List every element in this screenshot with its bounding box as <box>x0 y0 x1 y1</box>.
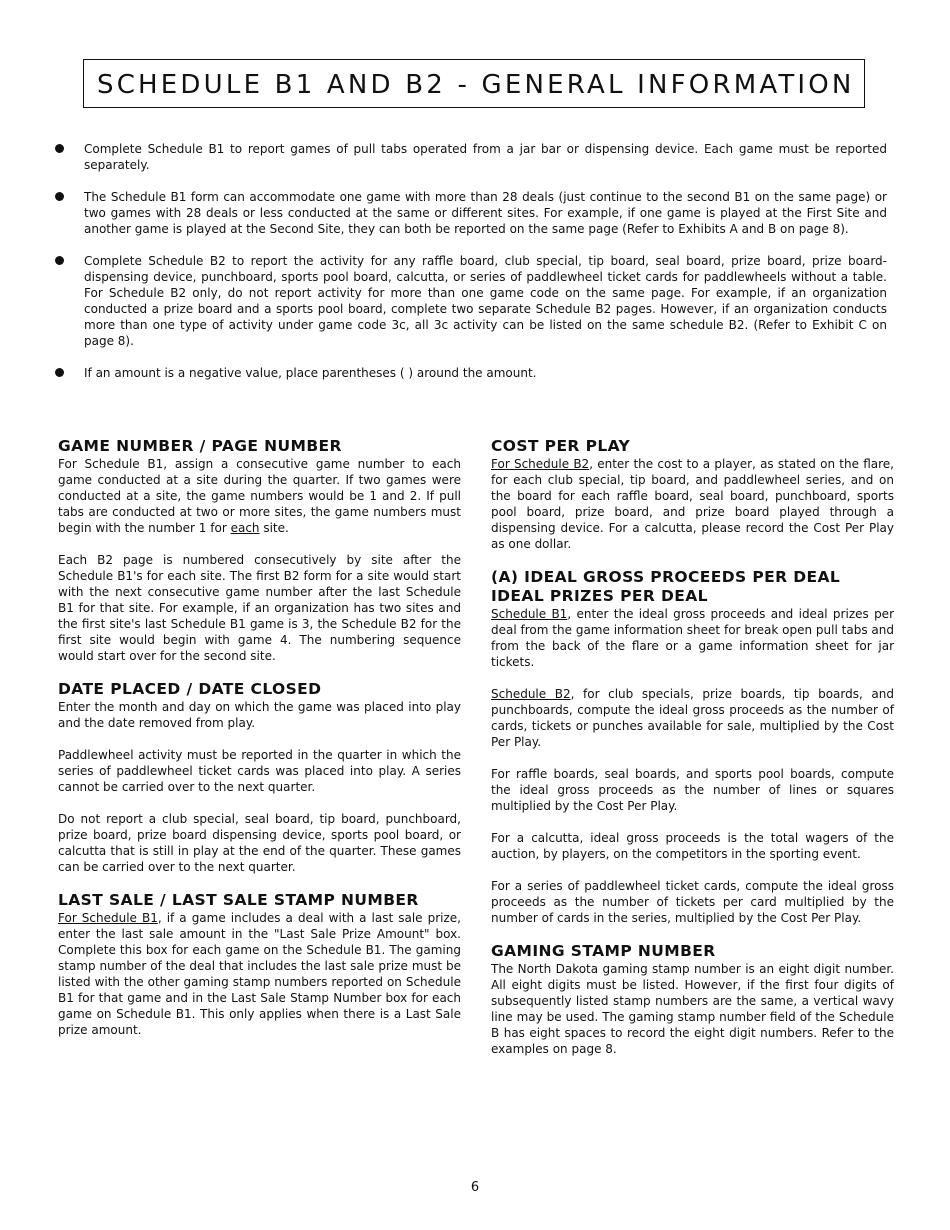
section-ideal-gross <box>491 568 894 926</box>
paragraph: For a series of paddlewheel ticket cards, compute the ideal gross proceeds as the number of tickets per card multiplied by the number of cards in the series, multiplied by the Cost Per Play. <box>491 879 894 925</box>
bullet-dot-icon <box>55 256 64 265</box>
right-column <box>491 437 894 1073</box>
section-last-sale <box>58 891 461 1038</box>
paragraph: Paddlewheel activity must be reported in the quarter in which the series of paddlewheel ticket cards was placed into play. A series cannot be carried over to the next quarter. <box>58 748 461 794</box>
bullet-text: The Schedule B1 form can accommodate one game with more than 28 deals (just continue to the second B1 on the same page) or two games with 28 deals or less conducted at the same or different sites. For example, if one game is played at the First Site and another game is played at the Second Site, they can both be reported on the same page (Refer to Exhibits A and B on page 8). <box>84 190 887 236</box>
section-heading: (A) IDEAL GROSS PROCEEDS PER DEAL <box>491 568 841 586</box>
paragraph: Do not report a club special, seal board, tip board, punchboard, prize board, prize board dispensing device, sports pool board, or calcutta that is still in play at the end of the quarter. These games can be carried over to the next quarter. <box>58 812 461 874</box>
bullet-list <box>55 141 887 397</box>
paragraph: The North Dakota gaming stamp number is an eight digit number. All eight digits must be listed. However, if the first four digits of subsequently listed stamp numbers are the same, a vertical wavy line may be used. The gaming stamp number field of the Schedule B has eight spaces to record the eight digit numbers. Refer to the examples on page 8. <box>491 962 894 1056</box>
paragraph: For Schedule B2, enter the cost to a player, as stated on the flare, for each club special, tip board, and paddlewheel series, and on the board for each raffle board, seal board, punchboard, sports pool board, prize board, and prize board played through a dispensing device. For a calcutta, please record the Cost Per Play as one dollar. <box>491 457 894 551</box>
bullet-item <box>55 253 887 349</box>
section-heading: COST PER PLAY <box>491 437 631 455</box>
paragraph: Each B2 page is numbered consecutively by site after the Schedule B1's for each site. The first B2 form for a site would start with the next consecutive game number after the last Schedule B1 for that site. For example, if an organization has two sites and the first site's last Schedule B1 game is 3, the Schedule B2 for the first site would begin with game 4. The numbering sequence would start over for the second site. <box>58 553 461 663</box>
paragraph: For Schedule B1, assign a consecutive game number to each game conducted at a site during the quarter. If two games were conducted at a site, the game numbers would be 1 and 2. If pull tabs are conducted at two or more sites, the game numbers must begin with the number 1 for each site. <box>58 457 461 535</box>
bullet-item <box>55 141 887 173</box>
paragraph: Schedule B1, enter the ideal gross proceeds and ideal prizes per deal from the game information sheet for break open pull tabs and from the back of the flare or a game information sheet for jar tickets. <box>491 607 894 669</box>
bullet-text: If an amount is a negative value, place parentheses ( ) around the amount. <box>84 366 537 380</box>
paragraph: For raffle boards, seal boards, and sports pool boards, compute the ideal gross proceeds as the number of lines or squares multiplied by the Cost Per Play. <box>491 767 894 813</box>
bullet-dot-icon <box>55 192 64 201</box>
bullet-item <box>55 189 887 237</box>
bullet-dot-icon <box>55 368 64 377</box>
page-title: SCHEDULE B1 AND B2 - GENERAL INFORMATION <box>97 70 855 100</box>
section-gaming-stamp <box>491 942 894 1057</box>
section-heading: DATE PLACED / DATE CLOSED <box>58 680 322 698</box>
section-heading: GAMING STAMP NUMBER <box>491 942 716 960</box>
paragraph: For Schedule B1, if a game includes a deal with a last sale prize, enter the last sale amount in the "Last Sale Prize Amount" box. Complete this box for each game on the Schedule B1. The gaming stamp number of the deal that includes the last sale prize must be listed with the other gaming stamp numbers reported on Schedule B1 for that game and in the Last Sale Stamp Number box for each game on Schedule B1. This only applies when there is a Last Sale prize amount. <box>58 911 461 1037</box>
section-game-number <box>58 437 461 664</box>
section-heading: LAST SALE / LAST SALE STAMP NUMBER <box>58 891 419 909</box>
title-box <box>83 59 865 108</box>
paragraph: For a calcutta, ideal gross proceeds is the total wagers of the auction, by players, on the competitors in the sporting event. <box>491 831 894 861</box>
paragraph: Schedule B2, for club specials, prize boards, tip boards, and punchboards, compute the ideal gross proceeds as the number of cards, tickets or punches available for sale, multiplied by the Cost Per Play. <box>491 687 894 749</box>
section-date-placed <box>58 680 461 875</box>
bullet-text: Complete Schedule B1 to report games of pull tabs operated from a jar bar or dispensing device. Each game must be reported separately. <box>84 142 887 172</box>
bullet-text: Complete Schedule B2 to report the activity for any raffle board, club special, tip board, seal board, prize board, prize board-dispensing device, punchboard, sports pool board, calcutta, or series of paddlewheel ticket cards for paddlewheels without a table. For Schedule B2 only, do not report activity for more than one game code on the same page. For example, if an organization conducted a prize board and a sports pool board, complete two separate Schedule B2 pages. However, if an organization conducts more than one type of activity under game code 3c, all 3c activity can be listed on the same schedule B2. (Refer to Exhibit C on page 8). <box>84 254 887 348</box>
paragraph: Enter the month and day on which the game was placed into play and the date removed from play. <box>58 700 461 730</box>
bullet-item <box>55 365 887 381</box>
section-heading: GAME NUMBER / PAGE NUMBER <box>58 437 342 455</box>
bullet-dot-icon <box>55 144 64 153</box>
section-subheading: IDEAL PRIZES PER DEAL <box>491 587 708 605</box>
page-number: 6 <box>470 1180 480 1195</box>
section-cost-per-play <box>491 437 894 552</box>
left-column <box>58 437 461 1054</box>
